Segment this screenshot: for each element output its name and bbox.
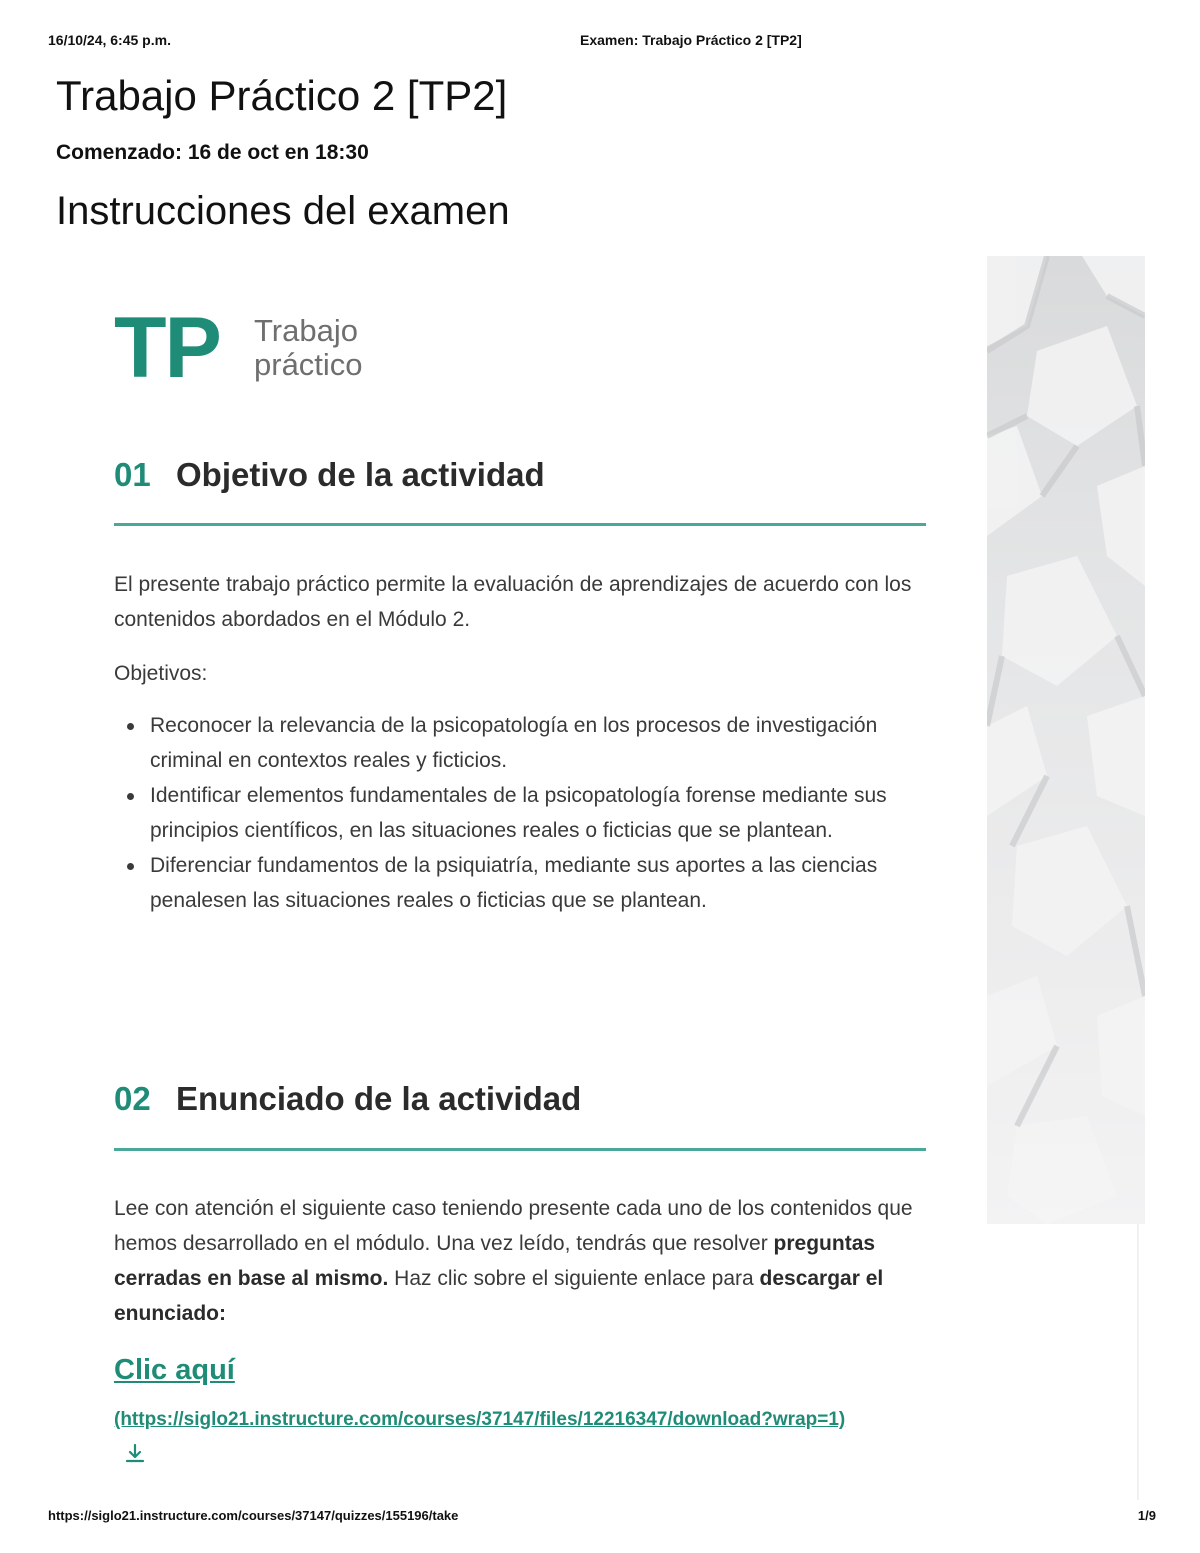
activity-instructions xyxy=(114,1191,926,1331)
quiz-title: Trabajo Práctico 2 [TP2] xyxy=(56,72,508,119)
objective-item: Diferenciar fundamentos de la psiquiatría, mediante sus aportes a las ciencias penalesen las situaciones reales o ficticias que se plantean. xyxy=(114,848,904,918)
download-icon[interactable] xyxy=(124,1443,146,1465)
print-header xyxy=(48,32,1152,52)
tp-logo-word xyxy=(254,314,363,382)
objective-item: Identificar elementos fundamentales de la psicopatología forense mediante sus principios científicos, en las situaciones reales o ficticias que se plantean. xyxy=(114,778,904,848)
print-page-title: Examen: Trabajo Práctico 2 [TP2] xyxy=(580,32,802,48)
started-timestamp: Comenzado: 16 de oct en 18:30 xyxy=(56,141,369,164)
print-footer xyxy=(48,1508,1156,1528)
print-date: 16/10/24, 6:45 p.m. xyxy=(48,32,171,48)
instructions-title: Instrucciones del examen xyxy=(56,189,510,233)
page-number: 1/9 xyxy=(1137,1508,1156,1523)
objective-item: Reconocer la relevancia de la psicopatología en los procesos de investigación criminal en contextos reales y ficticios. xyxy=(114,708,904,778)
objectives-list xyxy=(114,708,904,918)
tp-logo-word-line2: práctico xyxy=(254,347,363,382)
instructions-bold-2: descargar el enunciado: xyxy=(114,1267,884,1325)
print-url: https://siglo21.instructure.com/courses/37147/quizzes/155196/take xyxy=(48,1508,459,1523)
section-number: 01 xyxy=(114,456,151,493)
instructions-bold-1: preguntas cerradas en base al mismo. xyxy=(114,1232,876,1290)
download-url-link[interactable] xyxy=(114,1403,874,1471)
objective-intro: El presente trabajo práctico permite la evaluación de aprendizajes de acuerdo con los contenidos abordados en el Módulo 2. xyxy=(114,573,912,631)
section-divider xyxy=(114,1148,926,1151)
objectives-label: Objetivos: xyxy=(114,662,208,685)
section-heading-enunciado xyxy=(114,1080,926,1120)
section-title: Enunciado de la actividad xyxy=(176,1080,582,1117)
section-title: Objetivo de la actividad xyxy=(176,456,545,493)
tp-logo xyxy=(114,300,414,400)
tp-logo-word-line1: Trabajo xyxy=(254,313,358,348)
section-heading-objetivo xyxy=(114,456,926,496)
instructions-text-2: Haz clic sobre el siguiente enlace para xyxy=(388,1267,760,1290)
instructions-text-1: Lee con atención el siguiente caso teniendo presente cada uno de los contenidos que hemos desarrollado en el módulo. Una vez leído, tendrás que resolver xyxy=(114,1197,913,1255)
download-url-text[interactable]: (https://siglo21.instructure.com/courses/37147/files/12216347/download?wrap=1) xyxy=(114,1409,846,1430)
download-link-clic-aqui[interactable]: Clic aquí xyxy=(114,1354,235,1386)
tp-logo-mark: TP xyxy=(114,300,220,396)
decorative-side-line xyxy=(1137,1224,1139,1500)
section-divider xyxy=(114,523,926,526)
decorative-side-image xyxy=(987,256,1145,1224)
section-number: 02 xyxy=(114,1080,151,1117)
